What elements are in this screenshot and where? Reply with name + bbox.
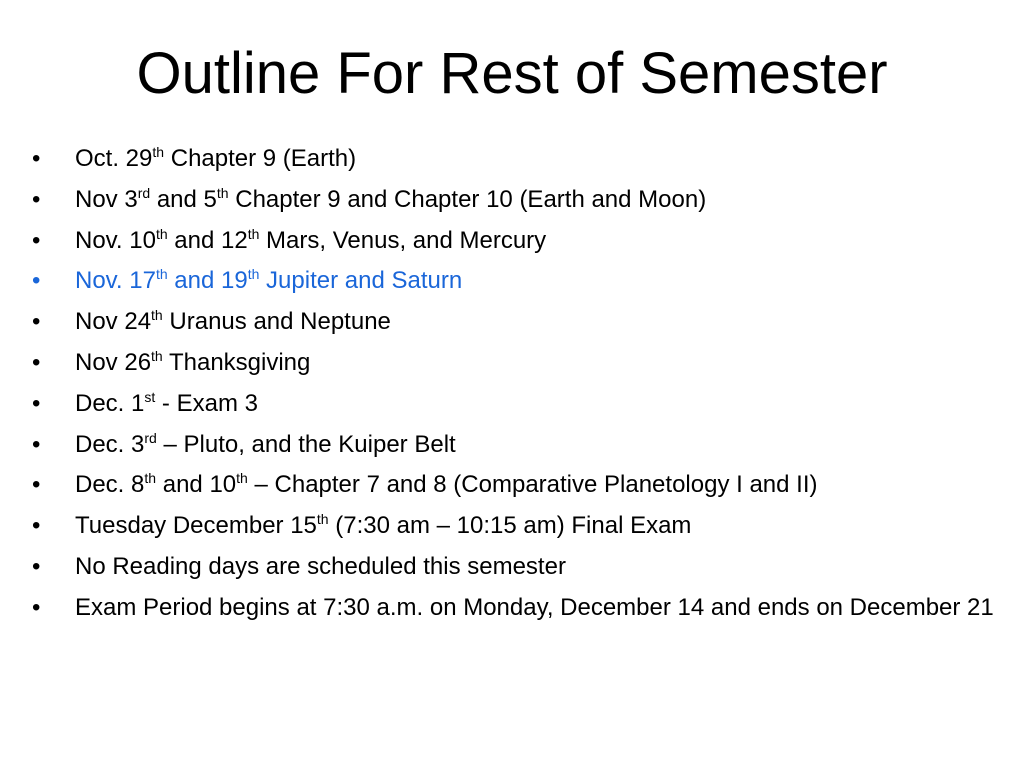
text-segment: Mars, Venus, and Mercury — [259, 226, 547, 254]
text-segment: and 12 — [167, 226, 248, 254]
bullet-marker: • — [32, 471, 41, 499]
slide-title: Outline For Rest of Semester — [136, 41, 888, 106]
bullet-item — [0, 428, 1024, 462]
bullet-marker: • — [32, 512, 41, 540]
ordinal-suffix: th — [316, 511, 329, 528]
text-segment: (7:30 am – 10:15 am) Final Exam — [328, 512, 692, 540]
bullet-text — [75, 512, 691, 539]
bullet-text — [75, 553, 566, 580]
bullet-marker: • — [32, 389, 41, 417]
bullet-text — [75, 227, 546, 254]
bullet-marker: • — [32, 226, 41, 254]
ordinal-suffix: th — [152, 144, 165, 160]
text-segment: and 5 — [150, 185, 217, 213]
bullet-item — [0, 142, 1024, 176]
bullet-item — [0, 550, 1024, 584]
bullet-text — [75, 471, 818, 498]
text-segment: Uranus and Neptune — [162, 308, 391, 336]
text-segment: and 19 — [167, 267, 248, 295]
bullet-text — [75, 308, 391, 335]
bullet-marker: • — [32, 308, 41, 336]
text-segment: Thanksgiving — [162, 348, 311, 376]
bullet-marker: • — [32, 185, 41, 213]
ordinal-suffix: th — [144, 470, 157, 487]
bullet-text — [75, 186, 706, 213]
text-segment: Chapter 9 (Earth) — [164, 145, 357, 172]
bullet-item — [0, 305, 1024, 339]
text-segment: Jupiter and Saturn — [259, 267, 463, 295]
text-segment: Nov. 10 — [75, 226, 156, 254]
bullet-marker: • — [32, 145, 41, 172]
bullet-text — [75, 431, 456, 458]
text-segment: - Exam 3 — [155, 389, 258, 417]
ordinal-suffix: th — [216, 184, 229, 201]
bullet-item — [0, 183, 1024, 217]
bullet-marker: • — [32, 267, 41, 295]
ordinal-suffix: th — [247, 225, 260, 242]
ordinal-suffix: rd — [137, 184, 151, 201]
text-segment: Nov 3 — [75, 185, 138, 213]
ordinal-suffix: th — [155, 225, 168, 242]
bullet-list — [0, 142, 1024, 632]
text-segment: Oct. 29 — [75, 145, 153, 172]
bullet-item — [0, 468, 1024, 502]
bullet-text — [75, 390, 258, 417]
bullet-marker: • — [32, 430, 41, 458]
ordinal-suffix: st — [144, 388, 156, 405]
ordinal-suffix: th — [151, 347, 163, 364]
bullet-item — [0, 264, 1024, 298]
text-segment: No Reading days are scheduled this semester — [75, 552, 566, 580]
bullet-item — [0, 224, 1024, 258]
bullet-text — [75, 267, 462, 294]
bullet-item — [0, 591, 1024, 625]
text-segment: – Pluto, and the Kuiper Belt — [156, 430, 456, 458]
bullet-text — [75, 594, 994, 621]
text-segment: Dec. 8 — [75, 471, 145, 499]
text-segment: – Chapter 7 and 8 (Comparative Planetology I and II) — [247, 471, 818, 499]
text-segment: Dec. 1 — [75, 389, 145, 417]
ordinal-suffix: rd — [144, 429, 157, 446]
text-segment: and 10 — [156, 471, 237, 499]
ordinal-suffix: th — [236, 470, 248, 487]
text-segment: Dec. 3 — [75, 430, 145, 458]
ordinal-suffix: th — [247, 266, 260, 283]
bullet-item — [0, 509, 1024, 543]
text-segment: Nov 24 — [75, 308, 152, 336]
ordinal-suffix: th — [155, 266, 168, 283]
text-segment: Nov. 17 — [75, 267, 156, 295]
ordinal-suffix: th — [151, 307, 163, 324]
text-segment: Exam Period begins at 7:30 a.m. on Monday, December 14 and ends on December 21 — [75, 593, 994, 621]
bullet-marker: • — [32, 552, 41, 580]
bullet-item — [0, 387, 1024, 421]
text-segment: Nov 26 — [75, 348, 152, 376]
bullet-marker: • — [32, 593, 41, 621]
text-segment: Tuesday December 15 — [75, 512, 317, 540]
bullet-text — [75, 145, 356, 172]
bullet-marker: • — [32, 348, 41, 376]
bullet-item — [0, 346, 1024, 380]
bullet-text — [75, 349, 310, 376]
text-segment: Chapter 9 and Chapter 10 (Earth and Moon) — [228, 185, 707, 213]
